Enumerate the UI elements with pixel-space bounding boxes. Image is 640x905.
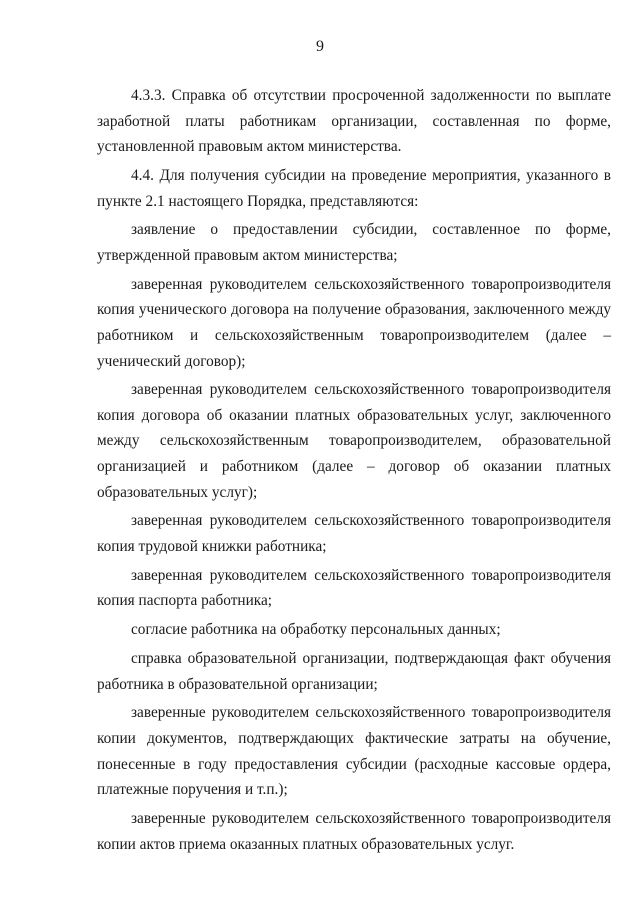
list-item-acceptance-acts: заверенные руководителем сельскохозяйственного товаропроизводителя копии актов приема оказанных платных образовательных услуг. [97, 809, 611, 853]
document-body [97, 83, 611, 860]
list-item-education-certificate: справка образовательной организации, подтверждающая факт обучения работника в образовательной организации; [97, 649, 611, 693]
list-item-student-contract: заверенная руководителем сельскохозяйственного товаропроизводителя копия ученического договора на получение образования, заключенного между работником и сельскохозяйственным товаропроизводителем (далее – ученический договор); [97, 275, 611, 370]
list-item-personal-data-consent: согласие работника на обработку персональных данных; [131, 621, 501, 639]
list-item-application: заявление о предоставлении субсидии, составленное по форме, утвержденной правовым актом министерства; [97, 221, 611, 264]
page-number: 9 [316, 38, 324, 55]
paragraph-4-3-3: 4.3.3. Справка об отсутствии просроченной задолженности по выплате заработной платы работникам организации, составленная по форме, установленной правовым актом министерства. [97, 87, 611, 156]
list-item-expense-documents: заверенные руководителем сельскохозяйственного товаропроизводителя копии документов, подтверждающих фактические затраты на обучение, понесенные в году предоставления субсидии (расходные кассовые ордера, платежные поручения и т.п.); [97, 704, 611, 799]
list-item-education-services-contract: заверенная руководителем сельскохозяйственного товаропроизводителя копия договора об оказании платных образовательных услуг, заключенного между сельскохозяйственным товаропроизводителем, образовательной организацией и работником (далее – договор об оказании платных образовательных услуг); [97, 381, 611, 501]
list-item-passport-copy: заверенная руководителем сельскохозяйственного товаропроизводителя копия паспорта работника; [97, 566, 611, 610]
list-item-employment-record: заверенная руководителем сельскохозяйственного товаропроизводителя копия трудовой книжки работника; [97, 512, 611, 556]
paragraph-4-4: 4.4. Для получения субсидии на проведение мероприятия, указанного в пункте 2.1 настоящего Порядка, представляются: [97, 166, 611, 210]
